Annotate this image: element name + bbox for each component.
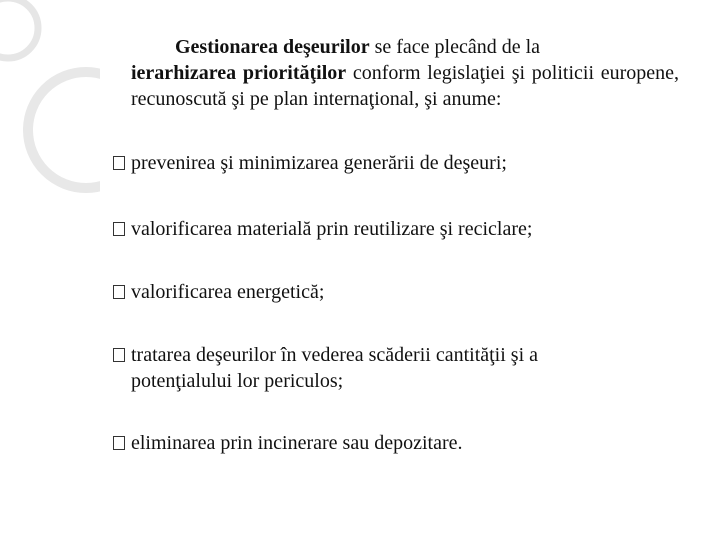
intro-bold-1: Gestionarea deşeurilor: [175, 36, 370, 58]
intro-first-line: [131, 34, 679, 60]
intro-paragraph: [131, 34, 679, 112]
intro-text-2: conform legislaţiei şi politicii europene, recunoscută şi pe plan internaţional, şi anume:: [131, 62, 679, 110]
list-item: [113, 216, 673, 242]
checkbox-square-icon: [113, 348, 125, 362]
list-item: [113, 430, 673, 456]
bullet-text: tratarea deşeurilor în vederea scăderii cantităţii şi a: [131, 344, 539, 366]
checkbox-square-icon: [113, 156, 125, 170]
intro-text-1: se face plecând de la: [369, 36, 541, 58]
checkbox-square-icon: [113, 436, 125, 450]
bullet-text: valorificarea energetică;: [131, 281, 325, 303]
list-item: [113, 279, 673, 305]
checkbox-square-icon: [113, 222, 125, 236]
list-item: [113, 150, 673, 176]
bullet-text-continuation: potenţialului lor periculos;: [131, 370, 344, 392]
bullet-text: eliminarea prin incinerare sau depozitare.: [131, 432, 463, 454]
list-item: [113, 342, 673, 394]
bullet-text: prevenirea şi minimizarea generării de deşeuri;: [131, 152, 507, 174]
checkbox-square-icon: [113, 285, 125, 299]
decorative-circles: [0, 0, 150, 220]
decor-circle-top: [0, 0, 38, 58]
intro-bold-2: ierarhizarea priorităţilor: [131, 62, 347, 84]
bullet-text: valorificarea materială prin reutilizare şi reciclare;: [131, 218, 533, 240]
